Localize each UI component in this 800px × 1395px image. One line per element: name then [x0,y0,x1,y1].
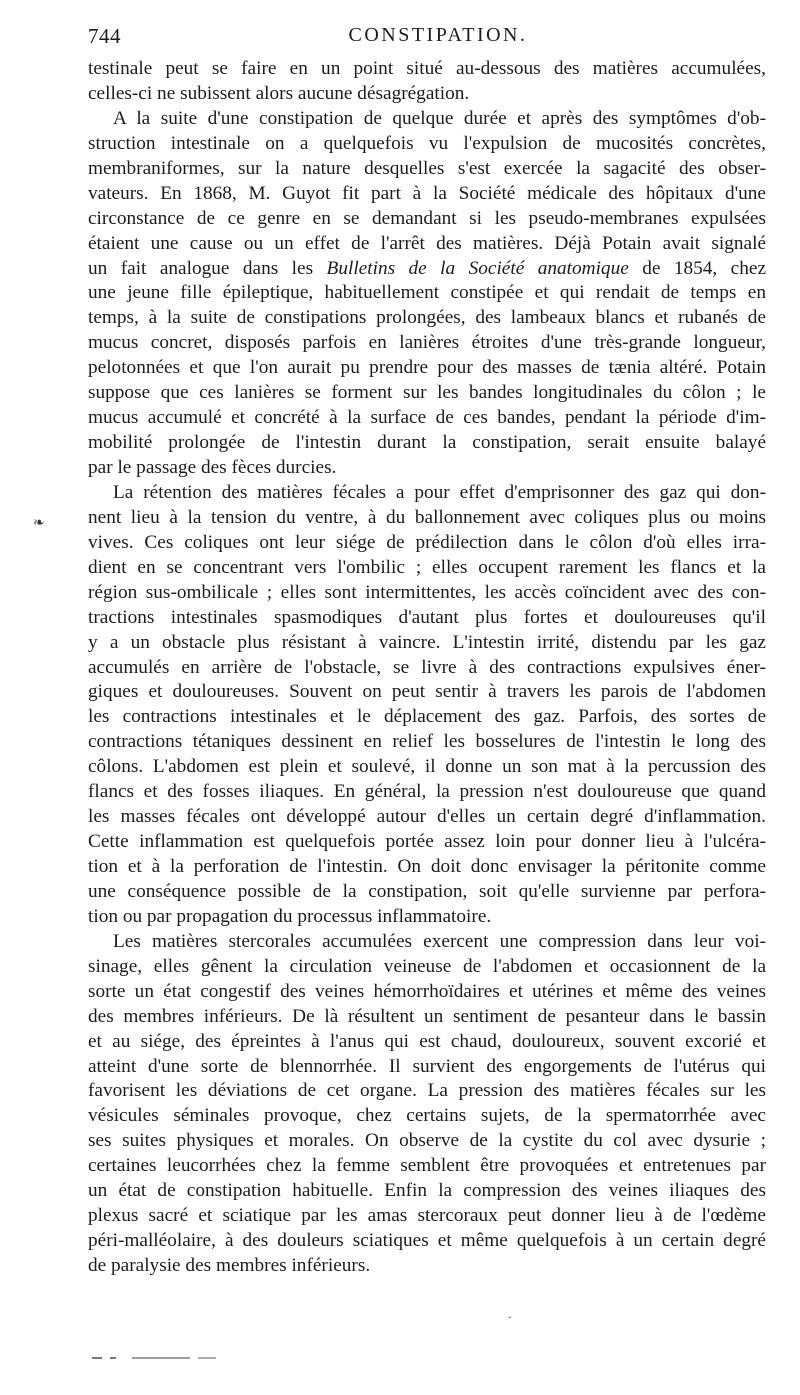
text-line: testinale peut se faire en un point situé au-dessous des matières accumulées, [88,58,766,79]
text-line: par le passage des fèces durcies. [88,457,337,478]
text-line: Les matières stercorales accumulées exercent une compression dans leur voi- [113,930,766,952]
text-line: atteint d'une sorte de blennorrhée. Il survient des engorgements de l'utérus qui [88,1055,766,1077]
text-line: plexus sacré et sciatique par les amas stercoraux peut donner lieu à de l'œdème [88,1205,766,1227]
text-line: étaient une cause ou un effet de l'arrêt des matières. Déjà Potain avait signalé [88,232,766,254]
text-line: ses suites physiques et morales. On observe de la cystite du col avec dysurie ; [88,1130,766,1152]
text-line: mucus accumulé et concrété à la surface de ces bandes, pendant la période d'im- [88,407,766,429]
text-line: un état de constipation habituelle. Enfin la compression des veines iliaques des [88,1180,766,1202]
text-line: tion ou par propagation du processus inflammatoire. [88,905,492,927]
text-line: des membres inférieurs. De là résultent un sentiment de pesanteur dans le bassin [88,1005,766,1027]
text-line: tractions intestinales spasmodiques d'autant plus fortes et douloureuses qu'il [88,606,766,628]
journal-title: Bulletins de la Société anatomique [326,257,629,279]
text-line: favorisent les déviations de cet organe. La pression des matières fécales sur les [88,1080,766,1102]
page-number: 744 [88,24,121,48]
text-line: dient en se concentrant vers l'ombilic ; elles occupent rarement les flancs et la [88,556,766,578]
text-line: Cette inflammation est quelquefois portée assez loin pour donner lieu à l'ulcéra- [88,831,766,853]
text-line: temps, à la suite de constipations prolongées, des lambeaux blancs et rubanés de [88,307,766,329]
scan-artifact [132,1357,190,1359]
running-header [88,24,788,54]
text-line: tion et à la perforation de l'intestin. On doit donc envisager la péritonite comme [88,856,766,877]
paragraph-3 [88,481,766,930]
text-line: giques et douloureuses. Souvent on peut sentir à travers les parois de l'abdomen [88,681,766,703]
text-line: La rétention des matières fécales a pour effet d'emprisonner des gaz qui don- [113,481,766,503]
text-line: région sus-ombilicale ; elles sont intermittentes, les accès coïncident avec des con- [88,581,766,603]
scan-artifact [110,1357,116,1359]
text-line: les contractions intestinales et le déplacement des gaz. Parfois, des sortes de [88,706,766,728]
running-title: CONSTIPATION. [348,24,528,46]
text-line: les masses fécales ont développé autour d'elles un certain degré d'inflammation. [88,806,766,828]
text-line: contractions tétaniques dessinent en relief les bosselures de l'intestin le long des [88,731,766,753]
text-line: nent lieu à la tension du ventre, à du ballonnement avec coliques plus ou moins [88,506,766,528]
scan-artifact [92,1357,102,1359]
text-line: A la suite d'une constipation de quelque durée et après des symptômes d'ob- [113,107,766,129]
text-line: mucus concret, disposés parfois en lanières étroites d'une très-grande longueur, [88,332,766,354]
text-line: côlons. L'abdomen est plein et soulevé, il donne un son mat à la percussion des [88,756,766,778]
text-line: flancs et des fosses iliaques. En général, la pression n'est douloureuse que quand [88,781,766,803]
text-line: une jeune fille épileptique, habituellement constipée et qui rendait de temps en [88,282,766,304]
text-line: une conséquence possible de la constipation, soit qu'elle survienne par perfora- [88,880,766,902]
text-line: péri-malléolaire, à des douleurs sciatiques et même quelquefois à un certain degré [88,1230,766,1252]
text-line-with-citation [88,257,766,282]
scan-artifact [198,1357,216,1359]
text-line: sinage, elles gênent la circulation veineuse de l'abdomen et occasionnent de la [88,955,766,977]
text-line: circonstance de ce genre en se demandant si les pseudo-membranes expulsées [88,207,766,229]
paragraph-1 [88,57,766,107]
text-line: vateurs. En 1868, M. Guyot fit part à la Société médicale des hôpitaux d'une [88,182,766,204]
text-line: celles-ci ne subissent alors aucune désagrégation. [88,82,470,104]
body-text [88,57,766,1279]
margin-mark: ❧ [33,516,45,531]
paragraph-4 [88,930,766,1279]
text-run: de 1854, chez [628,257,766,279]
text-line: accumulés en arrière de l'obstacle, se livre à des contractions expulsives éner- [88,656,766,678]
page-mark: ˇ [508,1316,512,1327]
text-line: sorte un état congestif des veines hémorrhoïdaires et utérines et même des veines [88,980,766,1002]
text-line: pelotonnées et que l'on aurait pu prendre pour des masses de tænia altéré. Potain [88,357,766,379]
paragraph-2 [88,107,766,481]
text-line: mobilité prolongée de l'intestin durant la constipation, serait ensuite balayé [88,432,766,454]
text-line: suppose que ces lanières se forment sur les bandes longitudinales du côlon ; le [88,382,766,404]
text-line: vésicules séminales provoque, chez certains sujets, de la spermatorrhée avec [88,1105,766,1127]
text-line: struction intestinale on a quelquefois vu l'expulsion de mucosités concrètes, [88,132,766,154]
text-run: un fait analogue dans les [88,257,327,279]
text-line: certaines leucorrhées chez la femme semblent être provoquées et entretenues par [88,1155,766,1177]
text-line: et au siége, des épreintes à l'anus qui est chaud, douloureux, souvent excorié et [88,1030,766,1052]
text-line: membraniformes, sur la nature desquelles s'est exercée la sagacité des obser- [88,157,766,179]
text-line: y a un obstacle plus résistant à vaincre. L'intestin irrité, distendu par les gaz [88,631,766,653]
text-line: vives. Ces coliques ont leur siége de prédilection dans le côlon d'où elles irra- [88,531,766,553]
text-line: de paralysie des membres inférieurs. [88,1255,371,1276]
